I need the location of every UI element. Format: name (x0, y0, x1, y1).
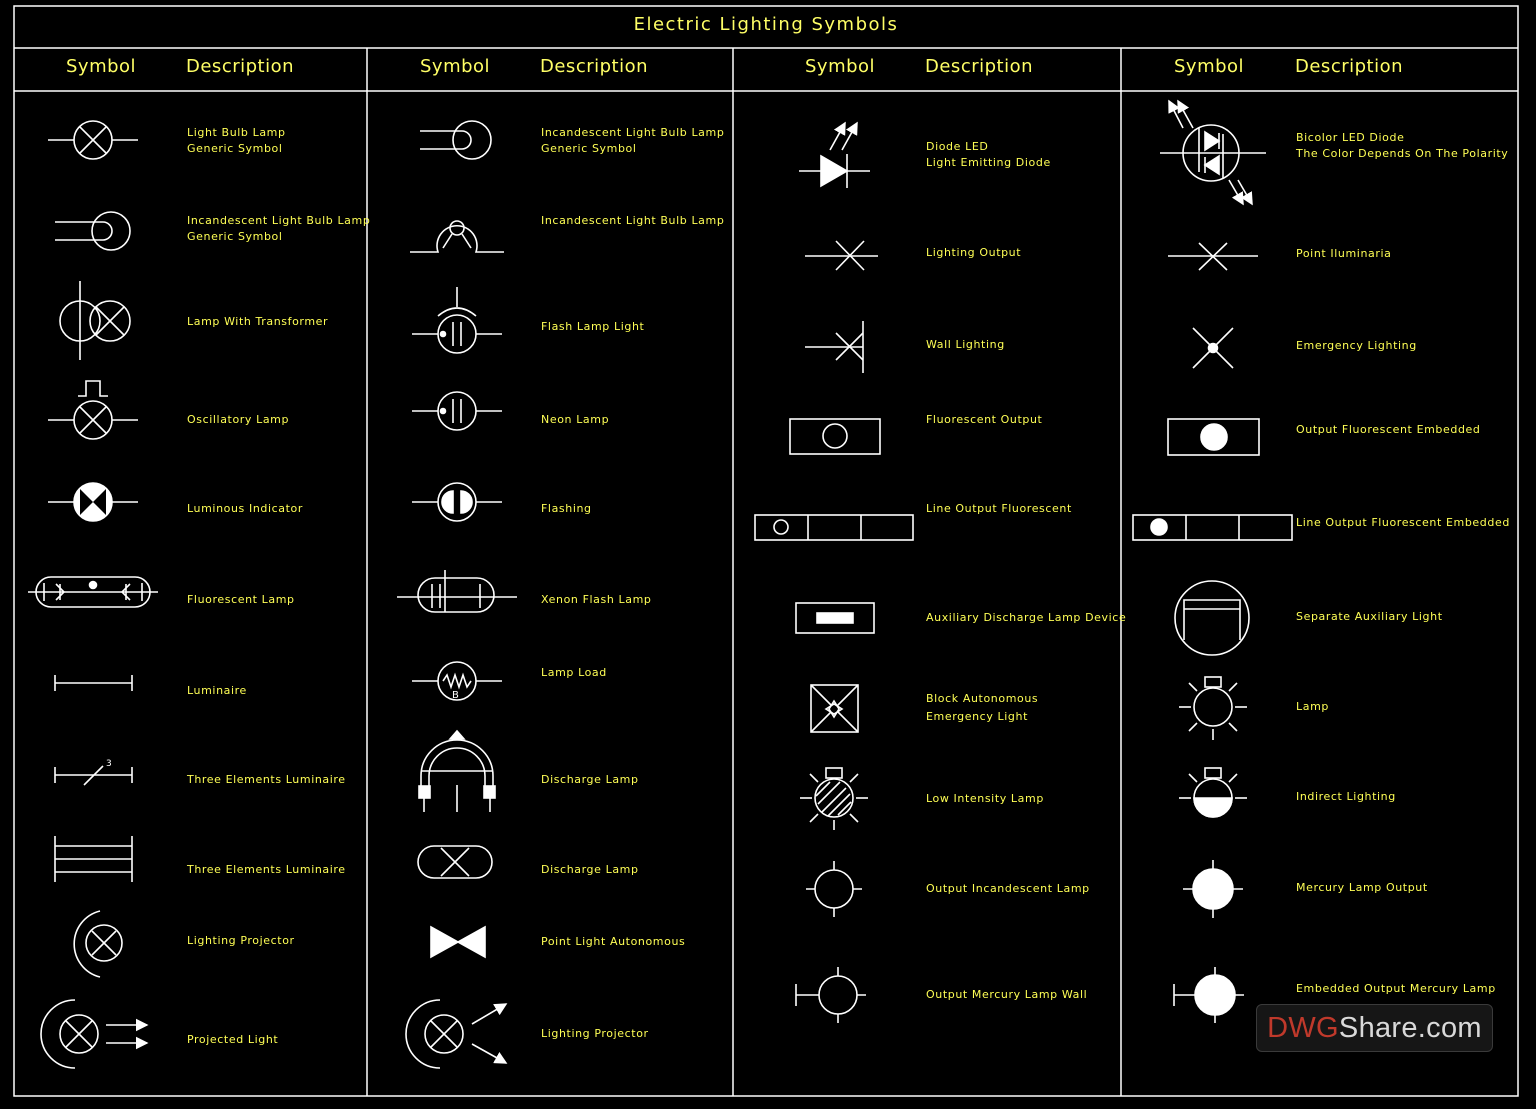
output-mercury-wall-icon (796, 967, 866, 1023)
description-block-autonomous: Block Autonomous Emergency Light (926, 692, 1039, 723)
description-lamp-transformer: Lamp With Transformer (187, 315, 329, 328)
line-output-fluorescent-embedded-icon (1133, 515, 1292, 540)
description-point-light-autonomous: Point Light Autonomous (541, 935, 686, 948)
description-oscillatory-lamp: Oscillatory Lamp (187, 413, 290, 426)
neon-lamp-icon (412, 392, 502, 430)
emergency-lighting-icon (1193, 328, 1233, 368)
luminous-indicator-icon (48, 483, 138, 521)
diode-led-icon (799, 123, 870, 188)
header-description-4: Description (1295, 56, 1404, 77)
header-symbol-4: Symbol (1174, 56, 1245, 77)
description-discharge-lamp-2: Discharge Lamp (541, 863, 639, 876)
output-incandescent-icon (806, 861, 862, 917)
description-point-iluminaria: Point Iluminaria (1296, 247, 1392, 260)
three-elements-luminaire-lines-icon (55, 836, 132, 882)
lamp-transformer-icon (60, 281, 130, 360)
description-lighting-output: Lighting Output (926, 246, 1022, 259)
description-indirect-lighting: Indirect Lighting (1296, 790, 1396, 803)
description-lighting-projector-2: Lighting Projector (541, 1027, 649, 1040)
indirect-lighting-icon (1179, 768, 1247, 817)
description-bicolor-led: Bicolor LED Diode The Color Depends On The Polarity (1296, 131, 1509, 160)
incandescent-generic-circle-icon (420, 121, 491, 159)
description-three-elements-luminaire-2: Three Elements Luminaire (187, 863, 346, 876)
low-intensity-lamp-icon (800, 768, 868, 830)
bicolor-led-icon (1160, 101, 1266, 204)
description-fluorescent-lamp: Fluorescent Lamp (187, 593, 295, 606)
description-lighting-projector: Lighting Projector (187, 934, 295, 947)
header-description-2: Description (540, 56, 649, 77)
incandescent-generic-icon (55, 212, 130, 250)
header-symbol-2: Symbol (420, 56, 491, 77)
luminaire-icon (55, 675, 132, 691)
embedded-output-mercury-icon (1174, 967, 1244, 1023)
oscillatory-lamp-icon (48, 381, 138, 439)
description-line-output-fluorescent-embedded: Line Output Fluorescent Embedded (1296, 516, 1510, 529)
auxiliary-discharge-icon (796, 603, 874, 633)
three-elements-luminaire-slash-icon (55, 759, 132, 785)
diagram-title: Electric Lighting Symbols (633, 14, 899, 35)
description-line-output-fluorescent: Line Output Fluorescent (926, 502, 1072, 515)
description-emergency-lighting: Emergency Lighting (1296, 339, 1417, 352)
header-description-3: Description (925, 56, 1034, 77)
projected-light-icon (41, 1000, 147, 1068)
mercury-lamp-output-icon (1183, 860, 1243, 918)
point-light-autonomous-icon (431, 927, 485, 957)
svg-text:3: 3 (106, 759, 112, 769)
description-mercury-lamp-output: Mercury Lamp Output (1296, 881, 1428, 894)
lamp-sun-icon (1179, 677, 1247, 740)
line-output-fluorescent-icon (755, 515, 913, 540)
header-description-1: Description (186, 56, 295, 77)
description-projected-light: Projected Light (187, 1033, 279, 1046)
description-flashing: Flashing (541, 502, 592, 515)
description-luminaire: Luminaire (187, 684, 247, 697)
watermark-logo: DWGShare.com (1256, 1004, 1493, 1052)
description-wall-lighting: Wall Lighting (926, 338, 1005, 351)
fluorescent-lamp-icon (28, 577, 158, 607)
lamp-load-icon (412, 662, 502, 701)
incandescent-bulb-icon (410, 221, 504, 252)
discharge-lamp-capsule-icon (418, 846, 492, 878)
description-incandescent-generic-2: Incandescent Light Bulb Lamp Generic Symbol (541, 126, 725, 155)
description-lamp: Lamp (1296, 700, 1329, 713)
description-low-intensity-lamp: Low Intensity Lamp (926, 792, 1044, 805)
header-symbol-1: Symbol (66, 56, 137, 77)
description-incandescent-bulb: Incandescent Light Bulb Lamp (541, 214, 725, 227)
description-lamp-load: Lamp Load (541, 666, 607, 679)
description-output-mercury-wall: Output Mercury Lamp Wall (926, 988, 1088, 1001)
separate-auxiliary-icon (1175, 581, 1249, 655)
description-three-elements-luminaire-1: Three Elements Luminaire (187, 773, 346, 786)
xenon-flash-lamp-icon (397, 570, 517, 612)
description-fluorescent-output: Fluorescent Output (926, 413, 1043, 426)
description-xenon-flash-lamp: Xenon Flash Lamp (541, 593, 652, 606)
description-diode-led: Diode LED Light Emitting Diode (926, 140, 1051, 169)
flash-lamp-icon (412, 287, 502, 353)
lighting-output-icon (805, 241, 878, 270)
lighting-projector-icon (74, 911, 122, 977)
description-separate-auxiliary: Separate Auxiliary Light (1296, 610, 1443, 623)
wall-lighting-icon (805, 321, 863, 373)
header-symbol-3: Symbol (805, 56, 876, 77)
description-neon-lamp: Neon Lamp (541, 413, 610, 426)
lighting-projector-arrows-icon (406, 1000, 506, 1068)
point-iluminaria-icon (1168, 243, 1258, 270)
fluorescent-output-icon (790, 419, 880, 454)
svg-text:B: B (452, 690, 459, 701)
description-embedded-output-mercury: Embedded Output Mercury Lamp (1296, 982, 1496, 995)
description-luminous-indicator: Luminous Indicator (187, 502, 303, 515)
block-autonomous-icon (811, 685, 858, 732)
description-auxiliary-discharge: Auxiliary Discharge Lamp Device (926, 611, 1127, 624)
output-fluorescent-embedded-icon (1168, 419, 1259, 455)
description-light-bulb-lamp: Light Bulb Lamp Generic Symbol (187, 126, 286, 155)
discharge-lamp-arch-icon (419, 731, 495, 812)
light-bulb-cross-icon (48, 121, 138, 159)
description-flash-lamp: Flash Lamp Light (541, 320, 645, 333)
description-incandescent-generic: Incandescent Light Bulb Lamp Generic Symbol (187, 214, 371, 243)
description-discharge-lamp-1: Discharge Lamp (541, 773, 639, 786)
description-output-incandescent: Output Incandescent Lamp (926, 882, 1090, 895)
flashing-icon (412, 483, 502, 521)
description-output-fluorescent-embedded: Output Fluorescent Embedded (1296, 423, 1481, 436)
